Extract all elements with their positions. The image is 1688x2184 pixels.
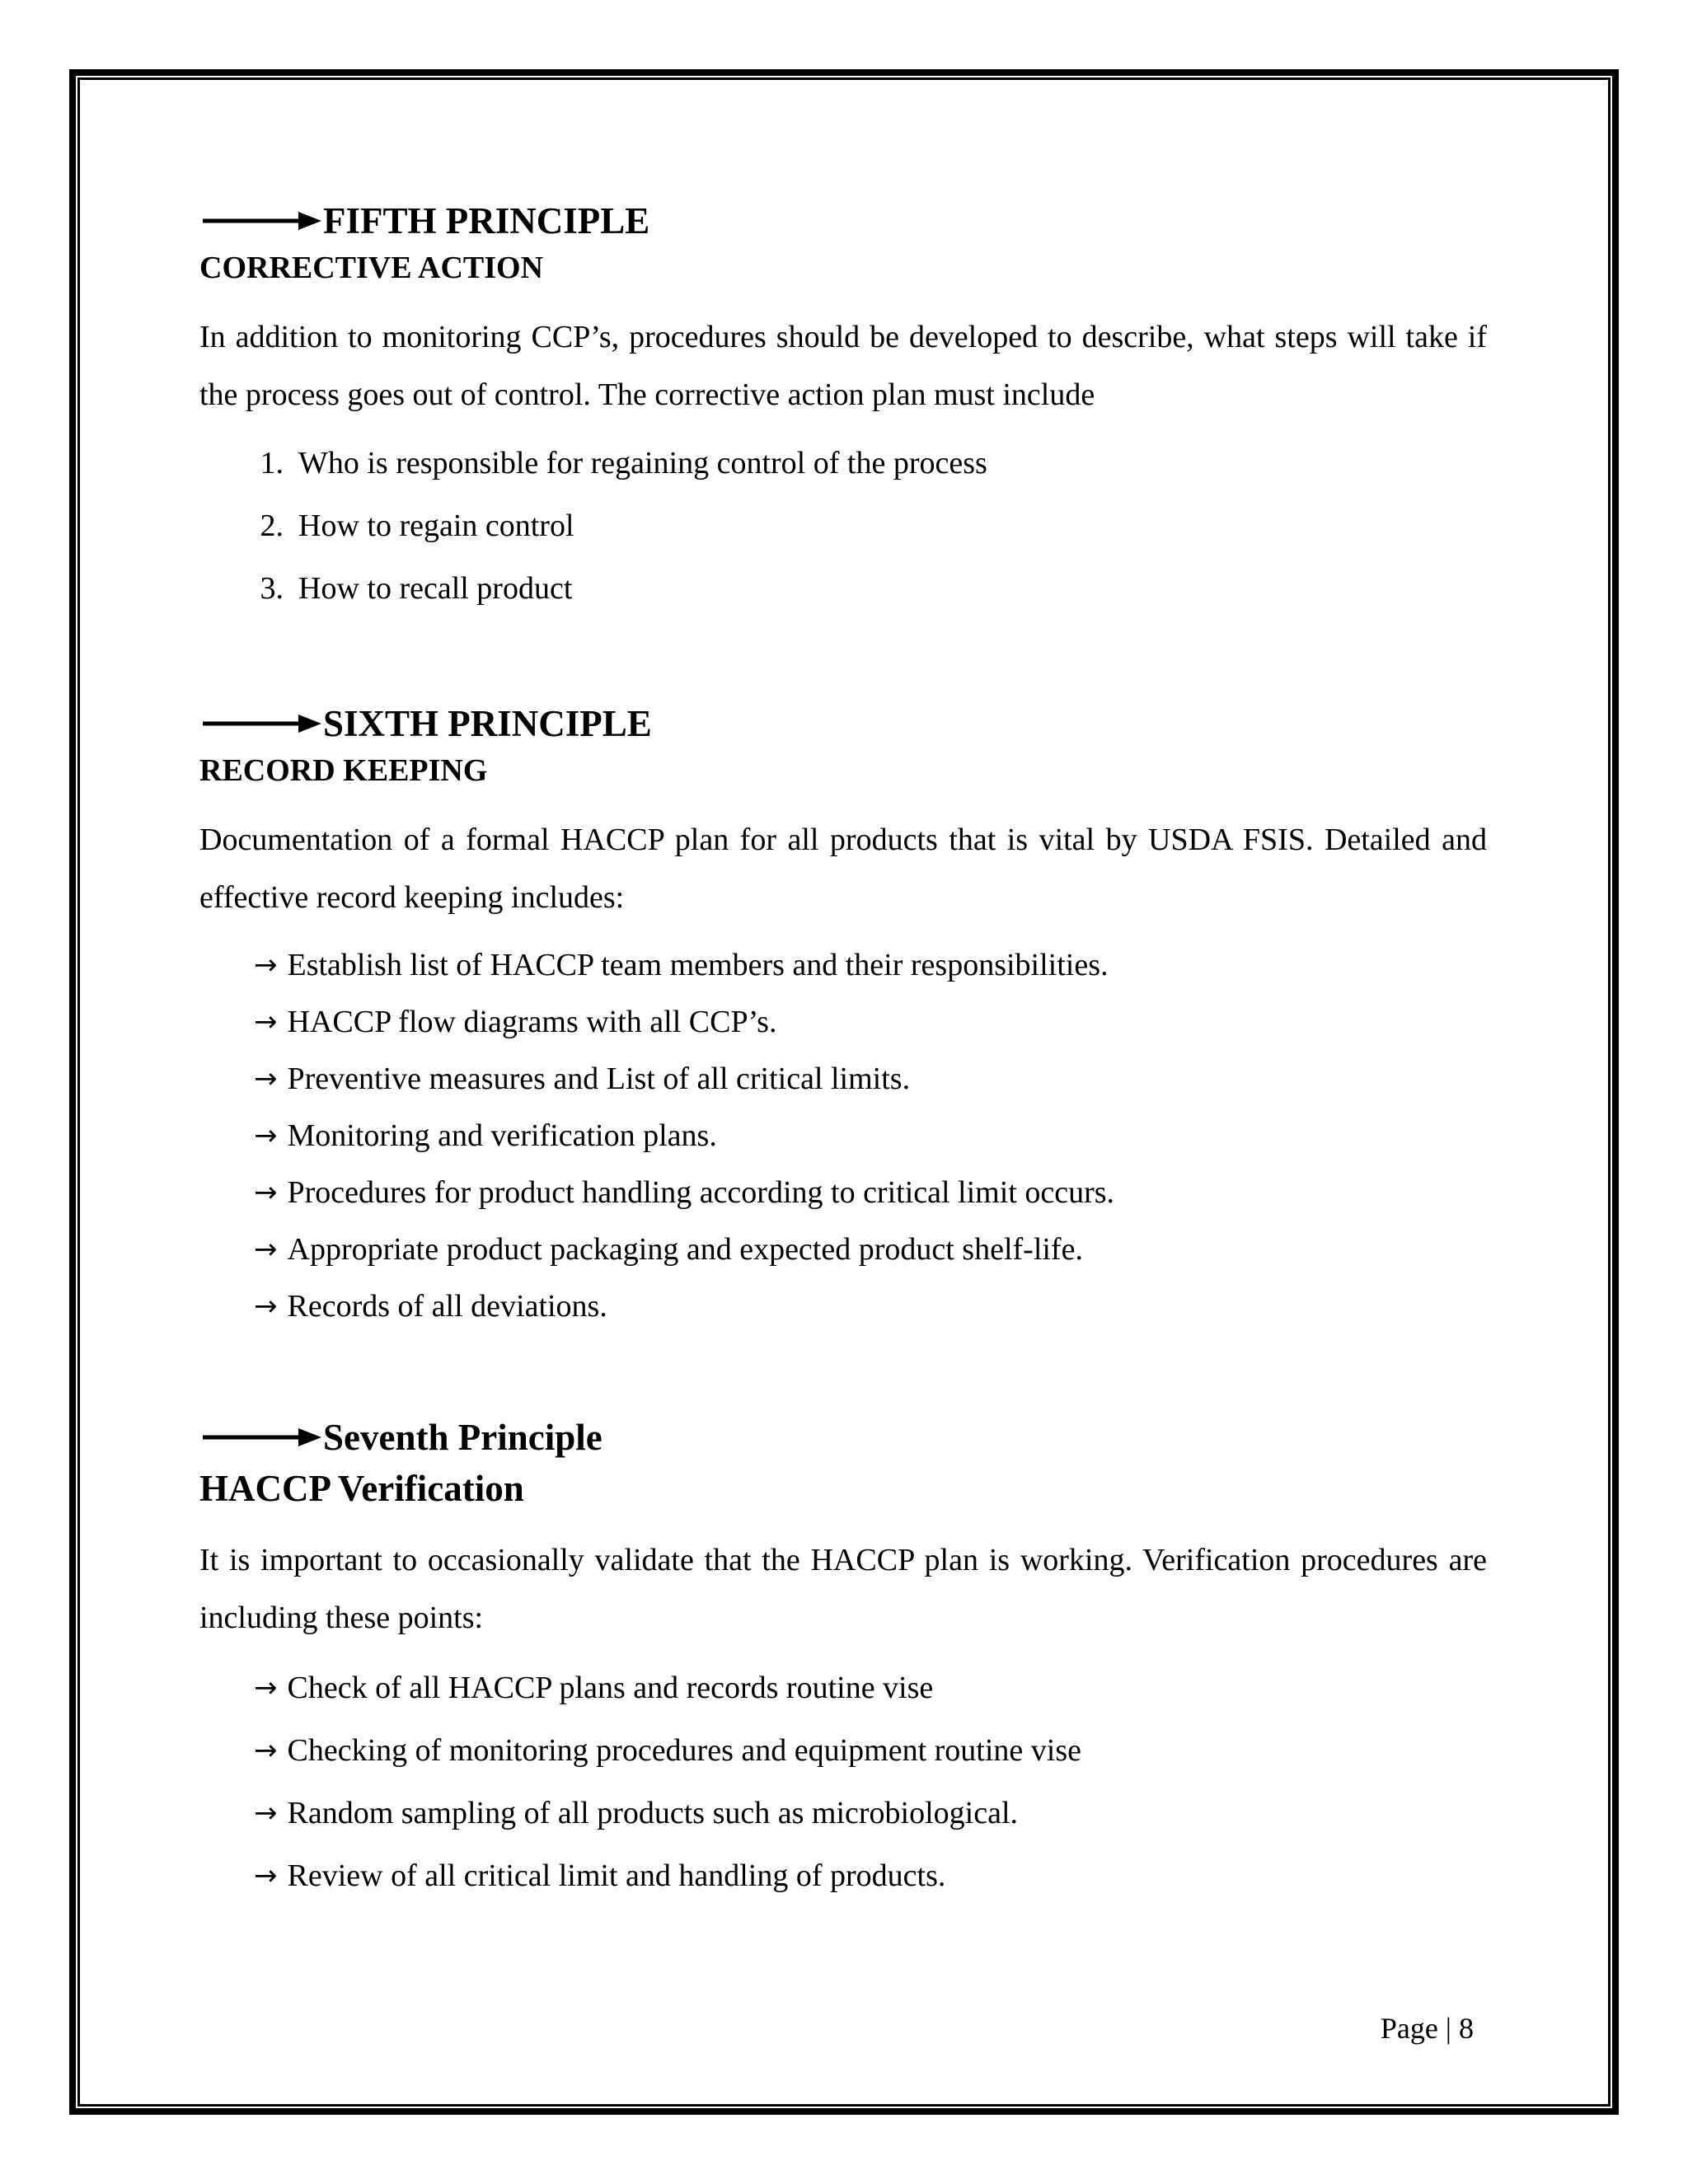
list-item-text: Checking of monitoring procedures and equipment routine vise — [287, 1733, 1081, 1768]
right-arrow-icon: → — [254, 1859, 278, 1892]
principle-title: Seventh Principle — [323, 1417, 603, 1458]
right-arrow-icon: → — [254, 1734, 278, 1767]
principle-heading — [199, 699, 1487, 748]
principle-title: SIXTH PRINCIPLE — [323, 703, 652, 744]
list-item — [199, 1844, 1487, 1907]
section-subtitle: HACCP Verification — [199, 1468, 524, 1509]
right-arrow-icon: → — [254, 1232, 278, 1266]
principle-heading — [199, 196, 1487, 246]
right-arrow-icon: → — [254, 1289, 278, 1323]
principle-heading — [199, 1413, 1487, 1462]
right-arrow-icon: → — [254, 948, 278, 982]
right-arrow-icon: → — [254, 1671, 278, 1704]
arrow-bullet-list — [199, 936, 1487, 1334]
list-item-text: Review of all critical limit and handling of products. — [287, 1858, 946, 1893]
list-marker: 2. — [260, 509, 284, 543]
list-item — [199, 1221, 1487, 1277]
section-subtitle: CORRECTIVE ACTION — [199, 251, 544, 285]
long-arrow-icon — [199, 711, 323, 736]
page-number: Page | 8 — [1380, 2012, 1474, 2045]
section-paragraph: It is important to occasionally validate that the HACCP plan is working. Verification procedures are including these points: — [199, 1543, 1487, 1635]
list-item — [199, 1050, 1487, 1107]
list-item-text: How to regain control — [298, 509, 574, 543]
list-item — [199, 494, 1487, 557]
long-arrow-icon — [199, 1425, 323, 1450]
section-paragraph: In addition to monitoring CCP’s, procedures should be developed to describe, what steps will take if the process goes out of control. The corrective action plan must include — [199, 320, 1487, 412]
list-item-text: Random sampling of all products such as microbiological. — [287, 1796, 1019, 1830]
numbered-list — [199, 432, 1487, 620]
list-item-text: Monitoring and verification plans. — [287, 1118, 717, 1153]
list-item-text: Preventive measures and List of all critical limits. — [287, 1061, 911, 1096]
section-sixth-principle — [199, 699, 1487, 1334]
list-item-text: Check of all HACCP plans and records routine vise — [287, 1671, 934, 1705]
list-item — [199, 1782, 1487, 1844]
right-arrow-icon: → — [254, 1005, 278, 1038]
list-item — [199, 1277, 1487, 1334]
section-subtitle: RECORD KEEPING — [199, 753, 488, 788]
list-marker: 1. — [260, 446, 284, 480]
long-arrow-icon — [199, 209, 323, 233]
section-fifth-principle — [199, 196, 1487, 620]
list-item — [199, 1719, 1487, 1782]
list-item-text: Establish list of HACCP team members and their responsibilities. — [287, 947, 1109, 982]
list-item-text: Appropriate product packaging and expected product shelf-life. — [287, 1231, 1083, 1267]
list-item-text: Who is responsible for regaining control of the process — [298, 446, 987, 480]
arrow-bullet-list — [199, 1657, 1487, 1907]
section-paragraph: Documentation of a formal HACCP plan for all products that is vital by USDA FSIS. Detailed and effective record keeping includes: — [199, 823, 1487, 915]
list-item — [199, 557, 1487, 620]
list-item — [199, 993, 1487, 1050]
principle-title: FIFTH PRINCIPLE — [323, 200, 650, 241]
section-seventh-principle — [199, 1413, 1487, 1907]
list-item-text: How to recall product — [298, 571, 573, 606]
list-item — [199, 1107, 1487, 1164]
list-item-text: HACCP flow diagrams with all CCP’s. — [287, 1004, 777, 1039]
list-item — [199, 432, 1487, 494]
right-arrow-icon: → — [254, 1118, 278, 1152]
list-item-text: Procedures for product handling according to critical limit occurs. — [287, 1174, 1115, 1210]
list-item — [199, 1164, 1487, 1221]
right-arrow-icon: → — [254, 1175, 278, 1209]
list-marker: 3. — [260, 571, 284, 606]
list-item-text: Records of all deviations. — [287, 1288, 607, 1324]
right-arrow-icon: → — [254, 1062, 278, 1095]
list-item — [199, 1657, 1487, 1719]
list-item — [199, 936, 1487, 993]
right-arrow-icon: → — [254, 1797, 278, 1830]
